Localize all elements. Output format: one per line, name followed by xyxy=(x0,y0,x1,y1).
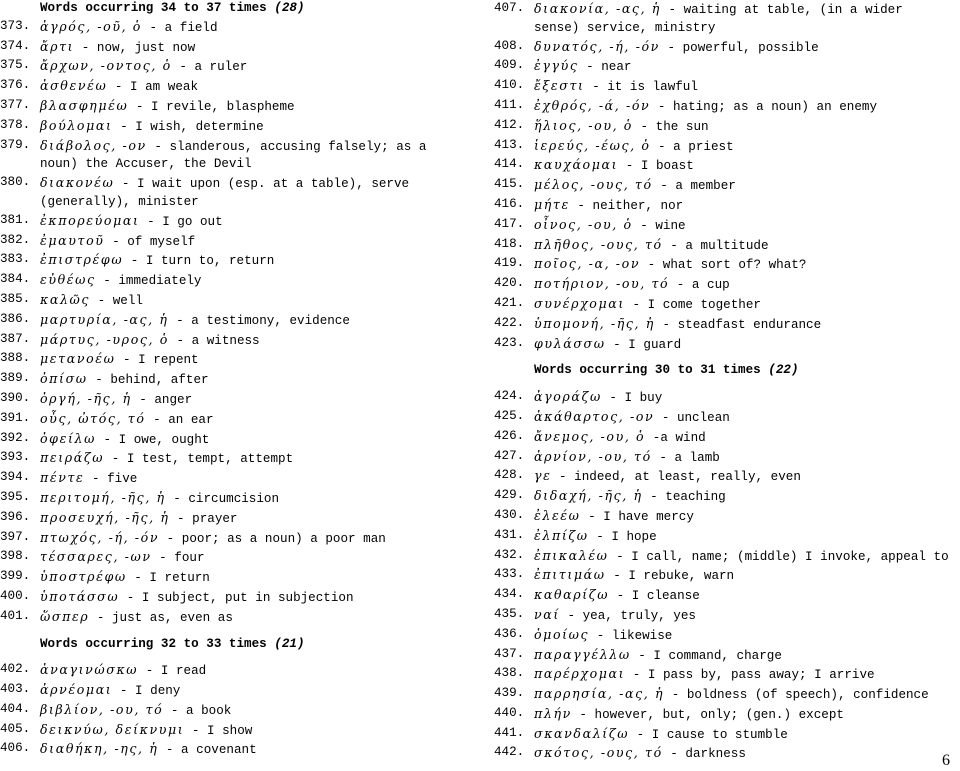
greek-word: μήτε xyxy=(534,196,570,212)
vocab-entry xyxy=(494,606,954,626)
vocab-entry xyxy=(494,57,954,77)
vocab-entry xyxy=(0,251,470,271)
definition: - darkness xyxy=(662,747,746,762)
vocab-entry xyxy=(0,174,470,212)
greek-word: μετανοέω xyxy=(40,351,116,367)
vocab-entry xyxy=(494,97,954,117)
greek-word: διάβολος, -ον xyxy=(40,137,147,153)
vocab-entry xyxy=(494,255,954,275)
vocab-entry xyxy=(0,77,470,97)
section-heading xyxy=(494,362,954,380)
greek-word: ἀσθενέω xyxy=(40,78,108,94)
greek-word: ἐλπίζω xyxy=(534,527,589,543)
greek-word: ἥλιος, -ου, ὁ xyxy=(534,117,633,133)
vocab-entry xyxy=(494,646,954,666)
definition: - I boast xyxy=(618,159,694,174)
entry-number: 404. xyxy=(0,701,31,716)
entry-number: 439. xyxy=(494,686,525,701)
entry-number: 376. xyxy=(0,78,31,93)
vocab-entry xyxy=(0,212,470,232)
greek-word: καλῶς xyxy=(40,291,91,307)
greek-word: διακονέω xyxy=(40,175,115,191)
entry-number: 423. xyxy=(494,335,525,350)
entry-number: 427. xyxy=(494,448,525,463)
entry-number: 377. xyxy=(0,97,31,112)
vocab-entry xyxy=(494,507,954,527)
definition: - I buy xyxy=(601,391,663,406)
definition: - I show xyxy=(184,723,253,738)
entry-number: 415. xyxy=(494,177,525,192)
definition: - poor; as a noun) a poor man xyxy=(159,531,386,546)
entry-number: 374. xyxy=(0,38,31,53)
entry-number: 421. xyxy=(494,295,525,310)
vocab-entry xyxy=(0,469,470,489)
definition: - I turn to, return xyxy=(123,254,275,269)
greek-word: ἀναγινώσκω xyxy=(40,662,139,678)
vocab-entry xyxy=(0,137,470,175)
vocab-list xyxy=(494,0,954,354)
definition: - I call, name; (middle) I invoke, appeal to xyxy=(608,549,949,564)
entry-number: 401. xyxy=(0,608,31,623)
entry-number: 418. xyxy=(494,236,525,251)
definition: - it is lawful xyxy=(584,80,698,95)
entry-number: 391. xyxy=(0,410,31,425)
greek-word: παρέρχομαι xyxy=(534,666,626,682)
entry-number: 426. xyxy=(494,428,525,443)
entry-number: 390. xyxy=(0,390,31,405)
definition: - behind, after xyxy=(87,373,209,388)
vocab-entry xyxy=(494,705,954,725)
vocab-entry xyxy=(494,236,954,256)
vocab-entry xyxy=(0,117,470,137)
greek-word: πέντε xyxy=(40,470,85,486)
definition: - waiting at table, (in a wider sense) service, ministry xyxy=(534,3,903,35)
definition: - a multitude xyxy=(662,238,769,253)
definition: - teaching xyxy=(642,490,726,505)
greek-word: διδαχή, -ῆς, ἡ xyxy=(534,488,643,504)
greek-word: ὀφείλω xyxy=(40,430,96,446)
definition: - a ruler xyxy=(171,60,248,75)
definition: - hating; as a noun) an enemy xyxy=(650,99,878,114)
greek-word: οὖς, ὠτός, τό xyxy=(40,410,146,426)
greek-word: εὐθέως xyxy=(40,272,96,288)
greek-word: ἀκάθαρτος, -ον xyxy=(534,408,655,424)
vocab-entry xyxy=(0,681,470,701)
entry-number: 373. xyxy=(0,18,31,33)
section-heading xyxy=(0,636,470,654)
vocab-entry xyxy=(0,370,470,390)
section-heading xyxy=(0,0,470,18)
definition: - a lamb xyxy=(651,450,720,465)
greek-word: βιβλίον, -ου, τό xyxy=(40,701,164,717)
right-column xyxy=(494,0,954,764)
entry-number: 381. xyxy=(0,212,31,227)
entry-number: 394. xyxy=(0,470,31,485)
vocab-entry xyxy=(494,315,954,335)
definition: - I pass by, pass away; I arrive xyxy=(625,668,875,683)
entry-number: 411. xyxy=(494,97,525,112)
entry-number: 398. xyxy=(0,549,31,564)
entry-number: 383. xyxy=(0,252,31,267)
entry-number: 433. xyxy=(494,567,525,582)
greek-word: δυνατός, -ή, -όν xyxy=(534,38,660,54)
definition: - just as, even as xyxy=(89,610,233,625)
definition: - I deny xyxy=(112,684,181,699)
vocab-list xyxy=(0,18,470,628)
greek-word: γε xyxy=(534,468,552,484)
greek-word: συνέρχομαι xyxy=(534,295,625,311)
entry-number: 396. xyxy=(0,509,31,524)
vocab-entry xyxy=(494,467,954,487)
definition: - I have mercy xyxy=(580,509,694,524)
greek-word: ἱερεύς, -έως, ὁ xyxy=(534,137,651,153)
greek-word: φυλάσσω xyxy=(534,335,606,351)
greek-word: μάρτυς, -υρος, ὁ xyxy=(40,331,169,347)
vocab-entry xyxy=(0,548,470,568)
vocab-entry xyxy=(0,38,470,58)
vocab-entry xyxy=(0,588,470,608)
definition: - I hope xyxy=(588,529,657,544)
vocab-entry xyxy=(494,275,954,295)
definition: - a cup xyxy=(669,278,730,293)
entry-number: 412. xyxy=(494,117,525,132)
definition: - I command, charge xyxy=(630,648,782,663)
definition: - anger xyxy=(131,392,193,407)
entry-number: 413. xyxy=(494,137,525,152)
greek-word: ὥσπερ xyxy=(40,608,90,624)
definition: - I subject, put in subjection xyxy=(119,590,354,605)
vocab-entry xyxy=(494,295,954,315)
vocab-entry xyxy=(0,97,470,117)
entry-number: 419. xyxy=(494,256,525,271)
entry-number: 382. xyxy=(0,232,31,247)
vocab-entry xyxy=(0,529,470,549)
greek-word: ἐγγύς xyxy=(534,58,579,74)
greek-word: ὀπίσω xyxy=(40,371,88,387)
entry-number: 387. xyxy=(0,331,31,346)
vocab-entry xyxy=(494,176,954,196)
greek-word: μαρτυρία, -ας, ἡ xyxy=(40,311,169,327)
vocab-entry xyxy=(0,57,470,77)
greek-word: πειράζω xyxy=(40,450,105,466)
heading-title: Words occurring 32 to 33 times xyxy=(40,636,267,651)
definition: - I wait upon (esp. at a table), serve (generally), minister xyxy=(40,177,410,209)
vocab-entry xyxy=(0,350,470,370)
definition: - I test, tempt, attempt xyxy=(104,452,294,467)
definition: - indeed, at least, really, even xyxy=(551,470,801,485)
vocab-entry xyxy=(494,77,954,97)
entry-number: 425. xyxy=(494,408,525,423)
greek-word: προσευχή, -ῆς, ἡ xyxy=(40,509,170,525)
vocab-entry xyxy=(0,271,470,291)
definition: - immediately xyxy=(95,274,202,289)
heading-count: (22) xyxy=(768,363,799,378)
greek-word: ἐχθρός, -ά, -όν xyxy=(534,97,651,113)
greek-word: καυχάομαι xyxy=(534,157,619,173)
greek-word: παρρησία, -ας, ἡ xyxy=(534,686,665,702)
definition: - I rebuke, warn xyxy=(605,569,735,584)
vocab-entry xyxy=(494,547,954,567)
entry-number: 431. xyxy=(494,527,525,542)
vocab-entry xyxy=(0,410,470,430)
entry-number: 378. xyxy=(0,117,31,132)
greek-word: πτωχός, -ή, -όν xyxy=(40,529,160,545)
entry-number: 405. xyxy=(0,721,31,736)
vocab-entry xyxy=(494,38,954,58)
greek-word: ἐκπορεύομαι xyxy=(40,212,140,228)
greek-word: ἄρτι xyxy=(40,38,75,54)
vocab-entry xyxy=(0,568,470,588)
vocab-entry xyxy=(494,408,954,428)
entry-number: 393. xyxy=(0,450,31,465)
heading-count: (28) xyxy=(274,1,305,15)
vocab-entry xyxy=(494,388,954,408)
greek-word: ἔξεστι xyxy=(534,78,585,94)
definition: - yea, truly, yes xyxy=(559,608,696,623)
greek-word: ἀγρός, -οῦ, ὁ xyxy=(40,18,142,34)
definition: - wine xyxy=(632,218,686,233)
heading-count: (21) xyxy=(274,636,305,651)
greek-word: ἀρνίον, -ου, τό xyxy=(534,448,652,464)
entry-number: 375. xyxy=(0,58,31,73)
greek-word: ἐπιτιμάω xyxy=(534,567,606,583)
vocab-entry xyxy=(494,665,954,685)
entry-number: 440. xyxy=(494,705,525,720)
definition: - I cleanse xyxy=(609,589,700,604)
vocab-entry xyxy=(494,137,954,157)
vocab-entry xyxy=(494,428,954,448)
greek-word: ὁμοίως xyxy=(534,626,590,642)
definition: - I come together xyxy=(624,297,761,312)
greek-word: ἀρνέομαι xyxy=(40,682,113,698)
greek-word: ἐπικαλέω xyxy=(534,547,609,563)
vocab-entry xyxy=(494,725,954,745)
entry-number: 409. xyxy=(494,58,525,73)
vocab-entry xyxy=(494,586,954,606)
greek-word: πλῆθος, -ους, τό xyxy=(534,236,663,252)
entry-number: 384. xyxy=(0,272,31,287)
vocab-entry xyxy=(494,0,954,38)
entry-number: 395. xyxy=(0,489,31,504)
entry-number: 436. xyxy=(494,626,525,641)
greek-word: ποτήριον, -ου, τό xyxy=(534,276,670,292)
vocab-entry xyxy=(0,430,470,450)
greek-word: βλασφημέω xyxy=(40,97,129,113)
definition: - likewise xyxy=(589,628,673,643)
definition: - a member xyxy=(652,179,736,194)
entry-number: 429. xyxy=(494,488,525,503)
greek-word: σκανδαλίζω xyxy=(534,725,630,741)
definition: - I cause to stumble xyxy=(629,727,788,742)
vocab-entry xyxy=(0,449,470,469)
definition: - I guard xyxy=(605,337,682,352)
greek-word: ἐλεέω xyxy=(534,507,581,523)
definition: - a testimony, evidence xyxy=(168,313,350,328)
definition: - what sort of? what? xyxy=(640,258,807,273)
entry-number: 397. xyxy=(0,529,31,544)
greek-word: ὑποτάσσω xyxy=(40,588,120,604)
entry-number: 430. xyxy=(494,507,525,522)
vocab-entry xyxy=(0,18,470,38)
vocab-entry xyxy=(494,744,954,764)
definition: - steadfast endurance xyxy=(654,317,822,332)
heading-title: Words occurring 30 to 31 times xyxy=(534,363,761,378)
page-number: 6 xyxy=(942,752,950,769)
entry-number: 428. xyxy=(494,468,525,483)
greek-word: ὑποστρέφω xyxy=(40,569,127,585)
vocab-entry xyxy=(494,566,954,586)
entry-number: 420. xyxy=(494,276,525,291)
definition: - of myself xyxy=(104,234,196,249)
entry-number: 403. xyxy=(0,682,31,697)
heading-title: Words occurring 34 to 37 times xyxy=(40,1,267,15)
entry-number: 399. xyxy=(0,569,31,584)
entry-number: 408. xyxy=(494,38,525,53)
definition: - however, but, only; (gen.) except xyxy=(571,707,844,722)
entry-number: 406. xyxy=(0,741,31,756)
definition: - four xyxy=(151,551,205,566)
greek-word: ἀγοράζω xyxy=(534,389,602,405)
entry-number: 386. xyxy=(0,311,31,326)
vocab-entry xyxy=(0,721,470,741)
definition: - boldness (of speech), confidence xyxy=(664,688,929,703)
greek-word: οἶνος, -ου, ὁ xyxy=(534,216,633,232)
vocab-entry xyxy=(0,390,470,410)
definition: - I read xyxy=(138,664,207,679)
greek-word: τέσσαρες, -ων xyxy=(40,549,152,565)
vocab-entry xyxy=(494,487,954,507)
vocab-entry xyxy=(0,701,470,721)
vocab-entry xyxy=(0,291,470,311)
definition: - I am weak xyxy=(107,80,199,95)
definition: - now, just now xyxy=(74,40,196,55)
vocab-entry xyxy=(494,448,954,468)
entry-number: 441. xyxy=(494,725,525,740)
entry-number: 392. xyxy=(0,430,31,445)
greek-word: ὀργή, -ῆς, ἡ xyxy=(40,390,132,406)
definition: - a book xyxy=(163,703,232,718)
entry-number: 414. xyxy=(494,157,525,172)
vocab-entry xyxy=(0,661,470,681)
entry-number: 410. xyxy=(494,78,525,93)
vocab-entry xyxy=(0,740,470,760)
greek-word: ἄρχων, -οντος, ὁ xyxy=(40,58,172,74)
vocab-entry xyxy=(0,232,470,252)
entry-number: 438. xyxy=(494,666,525,681)
definition: - unclean xyxy=(654,410,730,425)
greek-word: βούλομαι xyxy=(40,117,113,133)
greek-word: ἐμαυτοῦ xyxy=(40,232,105,248)
definition: - a witness xyxy=(168,333,260,348)
definition: - circumcision xyxy=(165,491,280,506)
vocab-list xyxy=(0,661,470,760)
entry-number: 379. xyxy=(0,137,31,152)
vocab-entry xyxy=(494,156,954,176)
entry-number: 400. xyxy=(0,588,31,603)
greek-word: πλήν xyxy=(534,705,572,721)
definition: - I repent xyxy=(115,353,199,368)
vocab-list xyxy=(494,388,954,764)
left-column xyxy=(0,0,470,760)
entry-number: 442. xyxy=(494,745,525,760)
entry-number: 437. xyxy=(494,646,525,661)
entry-number: 435. xyxy=(494,606,525,621)
vocab-entry xyxy=(0,489,470,509)
entry-number: 432. xyxy=(494,547,525,562)
entry-number: 385. xyxy=(0,291,31,306)
greek-word: σκότος, -ους, τό xyxy=(534,745,663,761)
definition: -a wind xyxy=(645,430,706,445)
definition: - I return xyxy=(126,571,210,586)
vocab-entry xyxy=(0,608,470,628)
vocab-entry xyxy=(494,335,954,355)
greek-word: καθαρίζω xyxy=(534,587,610,603)
definition: - powerful, possible xyxy=(659,40,819,55)
definition: - I owe, ought xyxy=(95,432,210,447)
definition: - near xyxy=(578,60,632,75)
definition: - an ear xyxy=(145,412,214,427)
greek-word: ποῖος, -α, -ον xyxy=(534,256,641,272)
definition: - a covenant xyxy=(158,743,257,758)
vocab-entry xyxy=(494,626,954,646)
entry-number: 407. xyxy=(494,1,525,15)
entry-number: 422. xyxy=(494,315,525,330)
greek-word: ναί xyxy=(534,606,560,622)
entry-number: 389. xyxy=(0,371,31,386)
greek-word: περιτομή, -ῆς, ἡ xyxy=(40,489,166,505)
entry-number: 424. xyxy=(494,389,525,404)
entry-number: 402. xyxy=(0,662,31,677)
entry-number: 434. xyxy=(494,587,525,602)
vocab-entry xyxy=(494,196,954,216)
greek-word: δεικνύω, δείκνυμι xyxy=(40,721,185,737)
greek-word: ἄνεμος, -ου, ὁ xyxy=(534,428,646,444)
definition: - neither, nor xyxy=(569,198,684,213)
greek-word: παραγγέλλω xyxy=(534,646,631,662)
vocab-entry xyxy=(494,216,954,236)
definition: - I go out xyxy=(139,214,223,229)
entry-number: 380. xyxy=(0,175,31,190)
definition: - well xyxy=(90,293,143,308)
vocab-entry xyxy=(0,509,470,529)
greek-word: διακονία, -ας, ἡ xyxy=(534,1,661,16)
definition: - prayer xyxy=(169,511,238,526)
definition: - slanderous, accusing falsely; as a noun) the Accuser, the Devil xyxy=(40,139,427,172)
entry-number: 416. xyxy=(494,196,525,211)
definition: - five xyxy=(84,472,138,487)
definition: - a priest xyxy=(650,139,734,154)
definition: - I wish, determine xyxy=(112,119,264,134)
greek-word: μέλος, -ους, τό xyxy=(534,177,653,193)
greek-word: διαθήκη, -ης, ἡ xyxy=(40,741,159,757)
definition: - the sun xyxy=(633,119,709,134)
definition: - a field xyxy=(141,20,218,35)
greek-word: ἐπιστρέφω xyxy=(40,252,124,268)
vocab-entry xyxy=(494,117,954,137)
entry-number: 417. xyxy=(494,216,525,231)
vocab-entry xyxy=(494,685,954,705)
vocab-entry xyxy=(0,331,470,351)
definition: - I revile, blaspheme xyxy=(128,99,295,114)
greek-word: ὑπομονή, -ῆς, ἡ xyxy=(534,315,655,331)
vocab-entry xyxy=(0,311,470,331)
entry-number: 388. xyxy=(0,351,31,366)
vocab-entry xyxy=(494,527,954,547)
